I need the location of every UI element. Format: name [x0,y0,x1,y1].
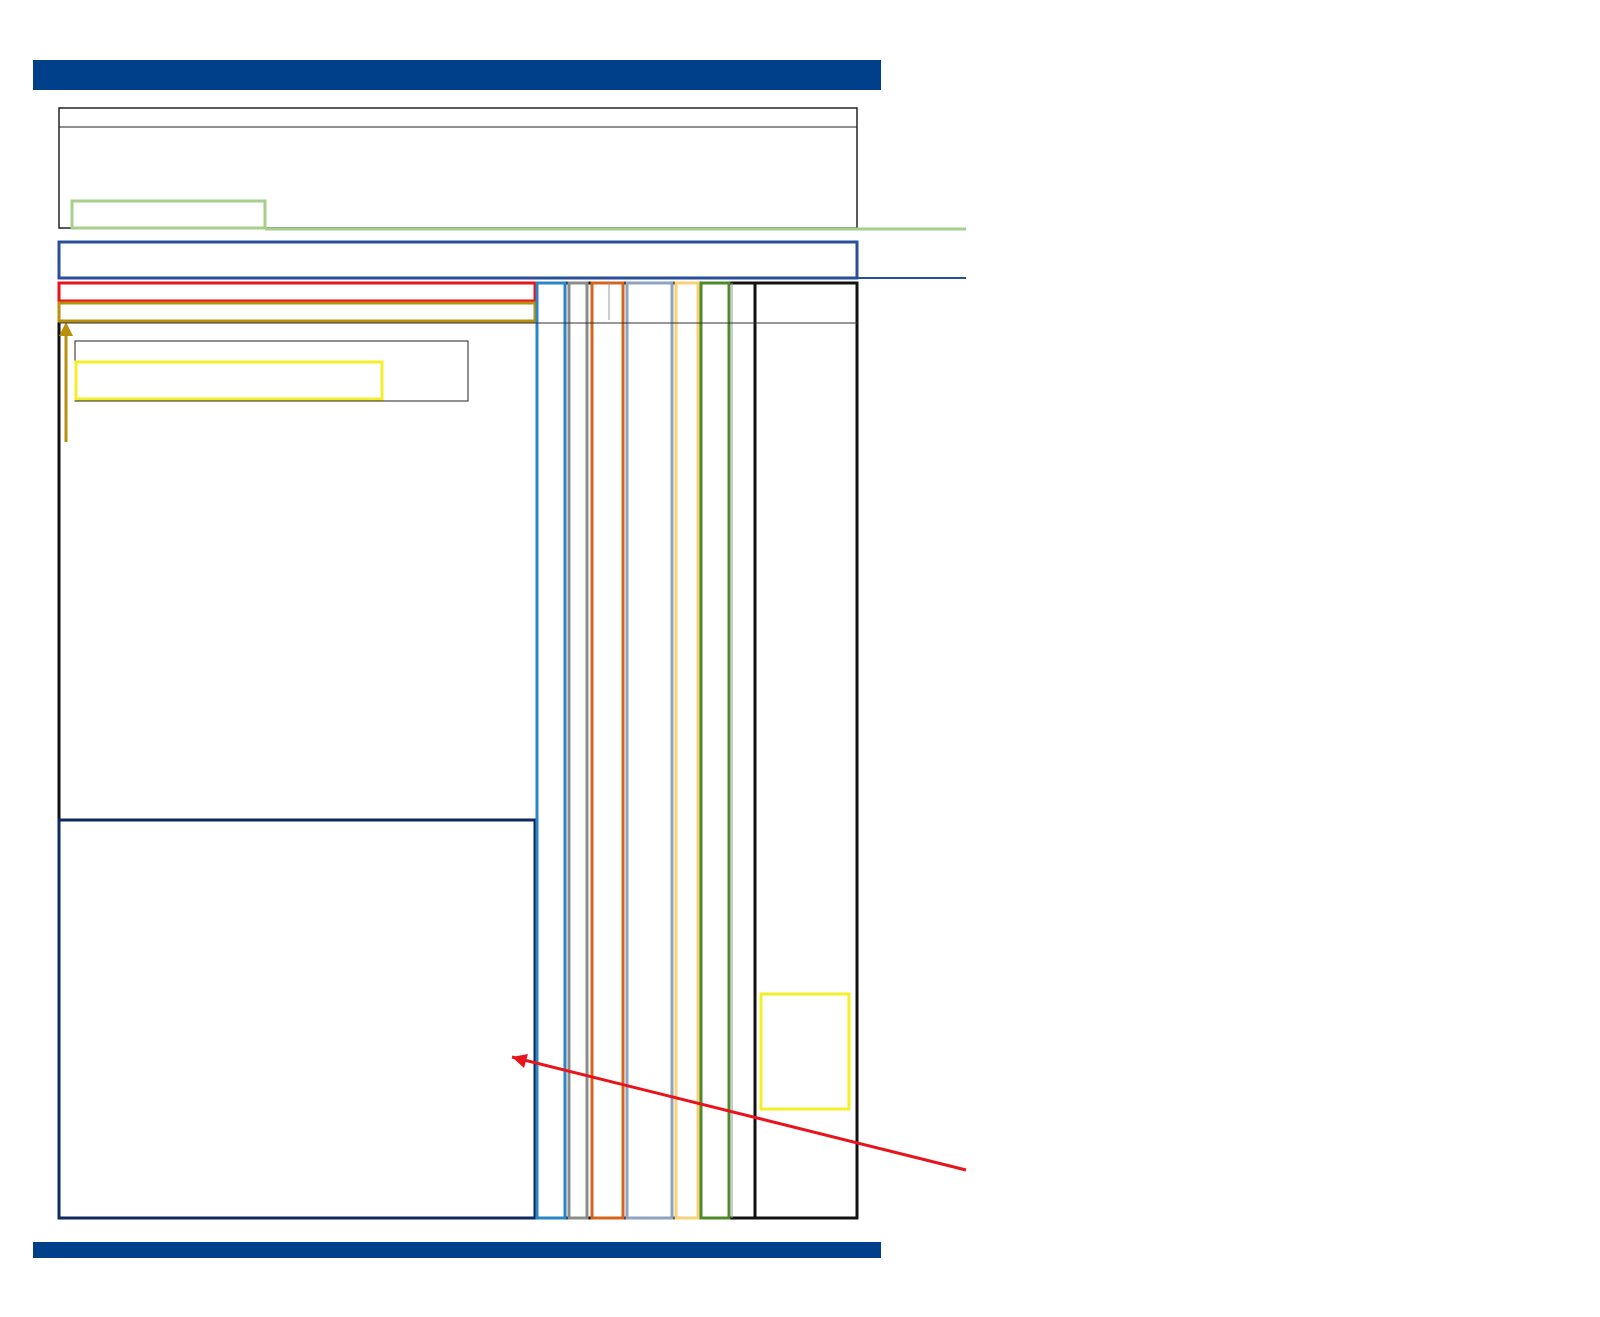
latlong-highlight [72,201,265,228]
height-column-box [537,283,565,1218]
stability-test-highlight [761,994,849,1109]
moisture-column-box [569,283,587,1218]
footer-bar [33,1242,881,1258]
legend-box [59,242,857,278]
comments-box [75,341,468,401]
temperature-pointer-line [512,1057,966,1170]
graphic-hardness-box [59,820,535,1218]
critical-layer-column-box [701,283,729,1218]
temperature-axis-box [59,283,535,301]
hardness-arrow-head [59,322,73,336]
profile-frame [59,283,857,1218]
title-bar [33,60,881,90]
header-box [59,108,857,228]
hardness-axis-box [59,303,535,321]
test-column-box [755,283,857,1218]
grain-size-column-box [627,283,672,1218]
layer-hardness-column-box [676,283,698,1218]
